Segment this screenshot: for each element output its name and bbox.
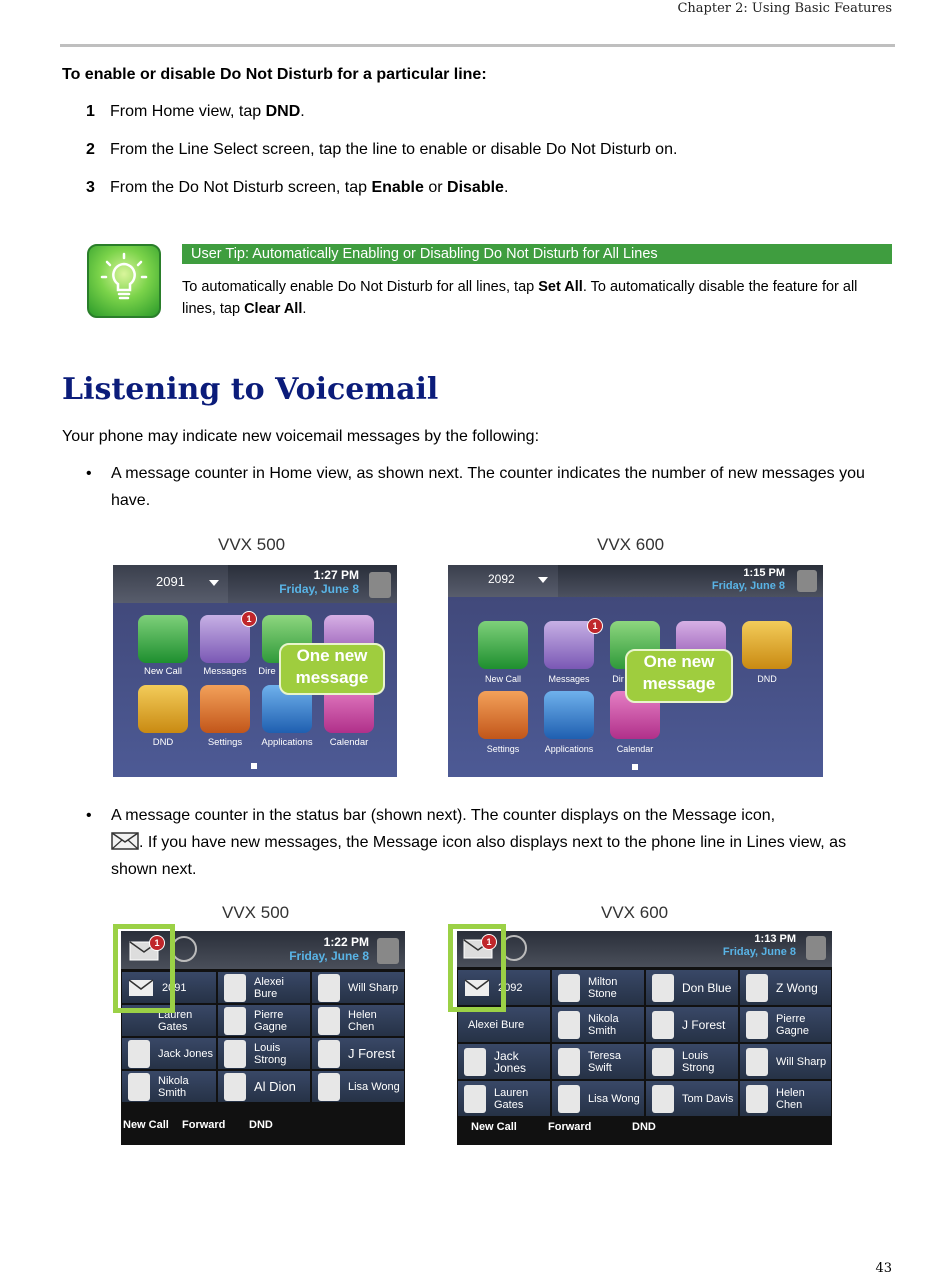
contact-avatar-icon — [746, 1085, 768, 1113]
app-label: Applications — [261, 737, 313, 748]
new-message-callout: One new message — [625, 649, 733, 703]
contact-cell[interactable]: Lisa Wong — [551, 1080, 645, 1117]
app-label: Dire — [258, 666, 276, 677]
step-number: 2 — [86, 141, 95, 158]
contact-avatar-icon — [318, 1007, 340, 1035]
contact-cell[interactable]: Helen Chen — [311, 1004, 405, 1037]
model-label: VVX 500 — [222, 903, 290, 922]
contact-avatar-icon — [128, 1040, 150, 1068]
tip-title: User Tip: Automatically Enabling or Disabling Do Not Disturb for All Lines — [182, 244, 892, 264]
app-label: Calendar — [616, 744, 654, 754]
clock-date: Friday, June 8 — [279, 582, 359, 596]
bullet-text: A message counter in Home view, as shown next. The counter indicates the number of new messages you have. — [111, 465, 865, 509]
clock-time: 1:15 PM — [743, 567, 785, 579]
new-message-callout: One new message — [279, 643, 385, 695]
contact-cell[interactable]: Will Sharp — [311, 971, 405, 1004]
step-text: . — [503, 179, 509, 196]
contact-icon[interactable] — [797, 570, 817, 592]
contact-avatar-icon — [128, 1073, 150, 1101]
bullet-dot: • — [86, 807, 92, 824]
contact-icon[interactable] — [806, 936, 826, 960]
app-label: DND — [757, 674, 777, 684]
contact-avatar-icon — [558, 974, 580, 1002]
contact-cell[interactable]: Pierre Gagne — [739, 1006, 832, 1043]
step-3 — [86, 179, 508, 197]
app-label: Messages — [548, 674, 590, 684]
bullet-1 — [86, 460, 866, 516]
message-highlight-box — [113, 924, 175, 1013]
step-number: 1 — [86, 103, 95, 120]
section-heading: Listening to Voicemail — [62, 372, 439, 407]
chapter-header: Chapter 2: Using Basic Features — [677, 1, 892, 16]
dnd-app[interactable] — [138, 685, 188, 733]
model-label: VVX 600 — [597, 535, 665, 554]
dnd-softkey[interactable]: DND — [249, 1119, 273, 1131]
clock-time: 1:22 PM — [323, 935, 369, 949]
new-call-app[interactable] — [138, 615, 188, 663]
contact-cell[interactable]: J Forest — [311, 1037, 405, 1070]
app-label: DND — [152, 737, 174, 748]
contact-avatar-icon — [224, 1007, 246, 1035]
bullet-2 — [86, 802, 866, 886]
contact-avatar-icon — [746, 1011, 768, 1039]
clock-date: Friday, June 8 — [289, 949, 369, 963]
model-label: VVX 600 — [601, 903, 669, 922]
contact-cell[interactable]: Milton Stone — [551, 969, 645, 1006]
contact-icon[interactable] — [377, 938, 399, 964]
app-label: Messages — [203, 666, 247, 677]
line-number: 2092 — [498, 981, 523, 994]
contact-cell[interactable]: Al Dion — [217, 1070, 311, 1103]
contact-cell[interactable]: Tom Davis — [645, 1080, 739, 1117]
contact-cell[interactable]: Lisa Wong — [311, 1070, 405, 1103]
settings-app[interactable] — [478, 691, 528, 739]
new-call-softkey[interactable]: New Call — [471, 1121, 517, 1133]
contact-cell[interactable]: Lauren Gates — [121, 1004, 217, 1037]
page-number: 43 — [875, 1261, 892, 1276]
contact-avatar-icon — [558, 1085, 580, 1113]
contact-cell[interactable]: Z Wong — [739, 969, 832, 1006]
lines-screen-vvx600 — [457, 931, 832, 1145]
contact-cell[interactable]: Jack Jones — [457, 1043, 551, 1080]
contact-avatar-icon — [318, 1073, 340, 1101]
clock-time: 1:13 PM — [754, 933, 796, 945]
contact-avatar-icon — [464, 1048, 486, 1076]
step-text: or — [423, 179, 448, 196]
step-bold: Enable — [371, 179, 424, 196]
app-label: Settings — [486, 744, 520, 754]
contact-avatar-icon — [224, 1040, 246, 1068]
message-counter-badge: 1 — [149, 935, 165, 951]
contact-cell[interactable]: J Forest — [645, 1006, 739, 1043]
contact-cell[interactable]: Jack Jones — [121, 1037, 217, 1070]
app-label: Calendar — [329, 737, 369, 748]
step-bold: DND — [265, 103, 301, 120]
contact-cell[interactable]: Don Blue — [645, 969, 739, 1006]
contact-cell[interactable]: Lauren Gates — [457, 1080, 551, 1117]
contact-cell[interactable]: Louis Strong — [217, 1037, 311, 1070]
page-indicator — [632, 764, 638, 770]
applications-app[interactable] — [544, 691, 594, 739]
step-number: 3 — [86, 179, 95, 196]
line-number: 2091 — [162, 981, 187, 994]
message-counter-badge: 1 — [481, 934, 497, 950]
line-number: 2092 — [488, 572, 515, 586]
contact-cell[interactable]: Will Sharp — [739, 1043, 832, 1080]
contact-avatar-icon — [652, 974, 674, 1002]
contact-cell[interactable]: Alexei Bure — [457, 1006, 551, 1043]
page-indicator — [251, 763, 257, 769]
app-label: Applications — [544, 744, 594, 754]
bullet-dot: • — [86, 465, 92, 482]
contact-avatar-icon — [318, 974, 340, 1002]
home-screen-vvx500 — [113, 565, 397, 777]
contact-cell[interactable]: Helen Chen — [739, 1080, 832, 1117]
contact-avatar-icon — [746, 974, 768, 1002]
contact-cell[interactable]: Louis Strong — [645, 1043, 739, 1080]
contact-icon[interactable] — [369, 572, 391, 598]
contact-avatar-icon — [652, 1085, 674, 1113]
dnd-softkey[interactable]: DND — [632, 1121, 656, 1133]
lightbulb-icon — [87, 244, 161, 318]
app-label: Settings — [207, 737, 243, 748]
home-screen-vvx600 — [448, 565, 823, 777]
message-counter-badge: 1 — [587, 618, 603, 634]
message-highlight-box — [448, 924, 506, 1012]
contact-avatar-icon — [652, 1011, 674, 1039]
contact-avatar-icon — [224, 974, 246, 1002]
contact-cell[interactable]: Alexei Bure — [217, 971, 311, 1004]
step-text: From the Line Select screen, tap the line to enable or disable Do Not Disturb on. — [110, 141, 678, 158]
model-label: VVX 500 — [218, 535, 286, 554]
new-call-softkey[interactable]: New Call — [123, 1119, 169, 1131]
clock-date: Friday, June 8 — [711, 580, 785, 592]
step-text: From Home view, tap — [110, 103, 266, 120]
message-icon — [111, 832, 139, 850]
clock-date: Friday, June 8 — [722, 946, 796, 958]
procedure-title: To enable or disable Do Not Disturb for a particular line: — [62, 66, 487, 83]
contact-avatar-icon — [558, 1048, 580, 1076]
chevron-down-icon — [209, 580, 219, 586]
contact-avatar-icon — [318, 1040, 340, 1068]
settings-app[interactable] — [200, 685, 250, 733]
message-counter-badge: 1 — [241, 611, 257, 627]
contact-avatar-icon — [558, 1011, 580, 1039]
line-number: 2091 — [156, 574, 185, 589]
chevron-down-icon — [538, 577, 548, 583]
section-intro: Your phone may indicate new voicemail messages by the following: — [62, 428, 540, 445]
contact-avatar-icon — [224, 1073, 246, 1101]
new-call-app[interactable] — [478, 621, 528, 669]
contact-avatar-icon — [652, 1048, 674, 1076]
contact-cell[interactable]: Nikola Smith — [551, 1006, 645, 1043]
contact-cell[interactable]: Nikola Smith — [121, 1070, 217, 1103]
contact-avatar-icon — [746, 1048, 768, 1076]
app-label: New Call — [143, 666, 182, 677]
app-label: New Call — [484, 674, 521, 684]
step-text: . — [300, 103, 305, 120]
step-2 — [86, 141, 677, 159]
dnd-app[interactable] — [742, 621, 792, 669]
step-1 — [86, 103, 305, 121]
contact-cell[interactable]: Pierre Gagne — [217, 1004, 311, 1037]
step-bold: Disable — [447, 179, 504, 196]
app-label: Dir — [612, 674, 624, 684]
tip-text: To automatically enable Do Not Disturb for all lines, tap Set All. To automatically disable the feature for all lines, tap Clear All. — [182, 279, 858, 317]
contact-cell[interactable]: Teresa Swift — [551, 1043, 645, 1080]
step-text: From the Do Not Disturb screen, tap — [110, 179, 372, 196]
forward-softkey[interactable]: Forward — [182, 1119, 226, 1131]
contact-avatar-icon — [464, 1085, 486, 1113]
forward-softkey[interactable]: Forward — [548, 1121, 592, 1133]
bullet-text: A message counter in the status bar (shown next). The counter displays on the Message icon, . If you have new messages, the Message icon also displays next to the phone line in Lines view, as shown next. — [111, 807, 847, 878]
header-divider — [60, 44, 895, 47]
clock-time: 1:27 PM — [313, 568, 359, 582]
